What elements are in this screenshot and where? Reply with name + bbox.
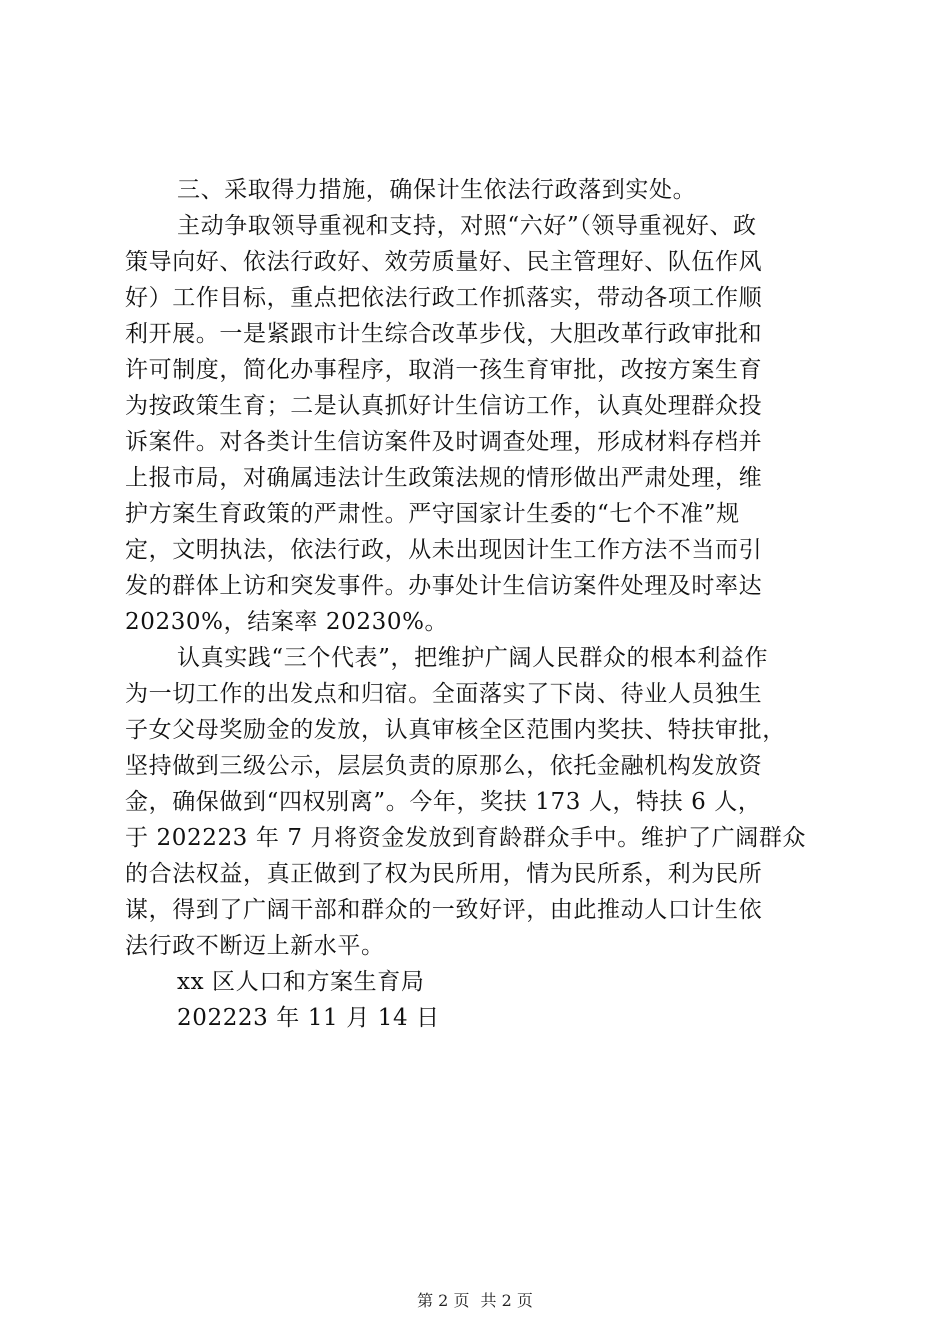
- text-line: 金，确保做到“四权别离”。今年，奖扶 173 人，特扶 6 人，: [125, 789, 762, 815]
- text-line: 定，文明执法，依法行政，从未出现因计生工作方法不当而引: [125, 537, 763, 563]
- text-line: 子女父母奖励金的发放，认真审核全区范围内奖扶、特扶审批，: [125, 717, 786, 743]
- text-line: 许可制度，简化办事程序，取消一孩生育审批，改按方案生育: [125, 357, 763, 383]
- text-line: 策导向好、依法行政好、效劳质量好、民主管理好、队伍作风: [125, 249, 763, 275]
- text-line: 认真实践“三个代表”，把维护广阔人民群众的根本利益作: [177, 645, 769, 671]
- text-line: 为一切工作的出发点和归宿。全面落实了下岗、待业人员独生: [125, 681, 763, 707]
- text-line: 于 202223 年 7 月将资金发放到育龄群众手中。维护了广阔群众: [125, 825, 807, 851]
- text-line: 坚持做到三级公示，层层负责的原那么，依托金融机构发放资: [125, 753, 763, 779]
- text-line: 谋，得到了广阔干部和群众的一致好评，由此推动人口计生依: [125, 897, 763, 923]
- text-line: 护方案生育政策的严肃性。严守国家计生委的“七个不准”规: [125, 501, 740, 527]
- text-line: 为按政策生育；二是认真抓好计生信访工作，认真处理群众投: [125, 393, 763, 419]
- page-number: 第 2 页: [417, 1291, 470, 1310]
- text-line: 主动争取领导重视和支持，对照“六好”（领导重视好、政: [177, 213, 757, 239]
- text-line: 202223 年 11 月 14 日: [177, 1005, 440, 1031]
- text-line: 发的群体上访和突发事件。办事处计生信访案件处理及时率达: [125, 573, 763, 599]
- page-footer: [0, 1290, 950, 1312]
- text-line: 上报市局，对确属违法计生政策法规的情形做出严肃处理，维: [125, 465, 763, 491]
- text-line: 诉案件。对各类计生信访案件及时调查处理，形成材料存档并: [125, 429, 763, 455]
- text-line: 利开展。一是紧跟市计生综合改革步伐，大胆改革行政审批和: [125, 321, 763, 347]
- text-line: 的合法权益，真正做到了权为民所用，情为民所系，利为民所: [125, 861, 763, 887]
- text-line: xx 区人口和方案生育局: [177, 969, 425, 995]
- text-line: 法行政不断迈上新水平。: [125, 933, 385, 959]
- text-line: 20230%，结案率 20230%。: [125, 609, 449, 635]
- page-total: 共 2 页: [480, 1291, 533, 1310]
- text-line: 好）工作目标，重点把依法行政工作抓落实，带动各项工作顺: [125, 285, 763, 311]
- text-line: 三、采取得力措施，确保计生依法行政落到实处。: [177, 177, 697, 203]
- document-body: [125, 172, 825, 1036]
